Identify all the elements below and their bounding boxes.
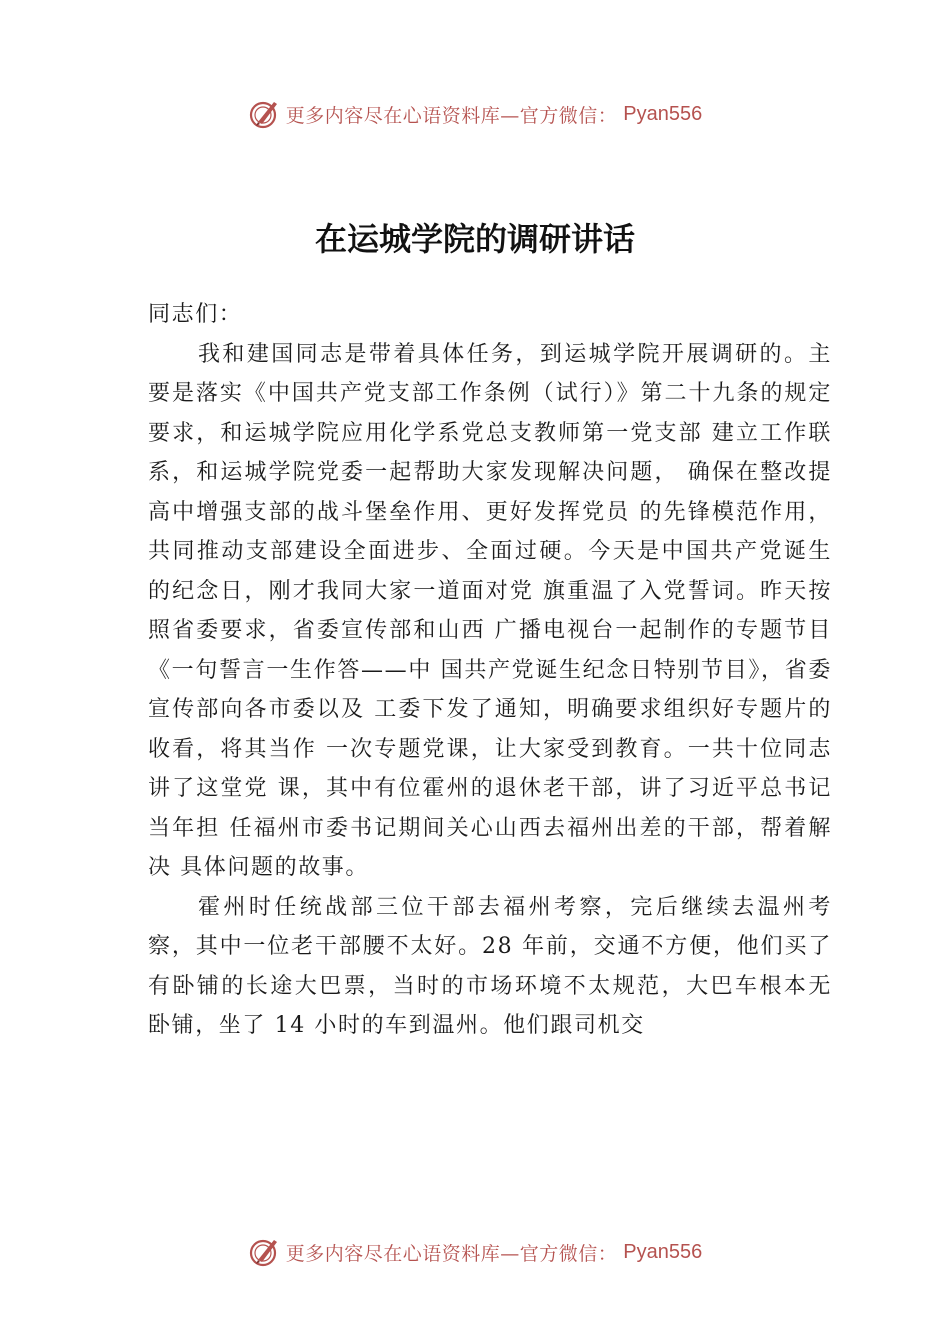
quill-pen-logo-icon: [248, 1236, 280, 1268]
footer-banner: [0, 1232, 950, 1272]
body-paragraph: 我和建国同志是带着具体任务，到运城学院开展调研的。主要是落实《中国共产党支部工作条例（试行）》第二十九条的规定要求，和运城学院应用化学系党总支教师第一党支部 建立工作联系，和运城学院党委一起帮助大家发现解决问题， 确保在整改提高中增强支部的战斗堡垒作用、更好发挥党员 的先锋模范作用，共同推动支部建设全面进步、全面过硬。今天是中国共产党诞生的纪念日，刚才我同大家一道面对党 旗重温了入党誓词。昨天按照省委要求，省委宣传部和山西 广播电视台一起制作的专题节目《一句誓言一生作答——中 国共产党诞生纪念日特别节目》，省委宣传部向各市委以及 工委下发了通知，明确要求组织好专题片的收看，将其当作 一次专题党课，让大家受到教育。一共十位同志讲了这堂党 课，其中有位霍州的退休老干部，讲了习近平总书记当年担 任福州市委书记期间关心山西去福州出差的干部，帮着解决 具体问题的故事。: [148, 341, 832, 880]
salutation: 同志们：: [148, 302, 243, 327]
quill-pen-logo-icon: [248, 98, 280, 130]
document-title: 在运城学院的调研讲话: [314, 220, 635, 258]
footer-wechat-id: Pyan556: [623, 1240, 703, 1263]
header-banner: [0, 94, 950, 134]
header-banner-text: 更多内容尽在心语资料库—官方微信：: [285, 104, 618, 127]
footer-banner-text: 更多内容尽在心语资料库—官方微信：: [285, 1242, 618, 1265]
document-body: [148, 295, 832, 1046]
body-paragraph: 霍州时任统战部三位干部去福州考察，完后继续去温州考察，其中一位老干部腰不太好。28 年前，交通不方便，他们买了有卧铺的长途大巴票，当时的市场环境不太规范，大巴车根本无卧铺，坐了 14 小时的车到温州。他们跟司机交: [148, 894, 832, 1038]
header-wechat-id: Pyan556: [623, 102, 703, 125]
